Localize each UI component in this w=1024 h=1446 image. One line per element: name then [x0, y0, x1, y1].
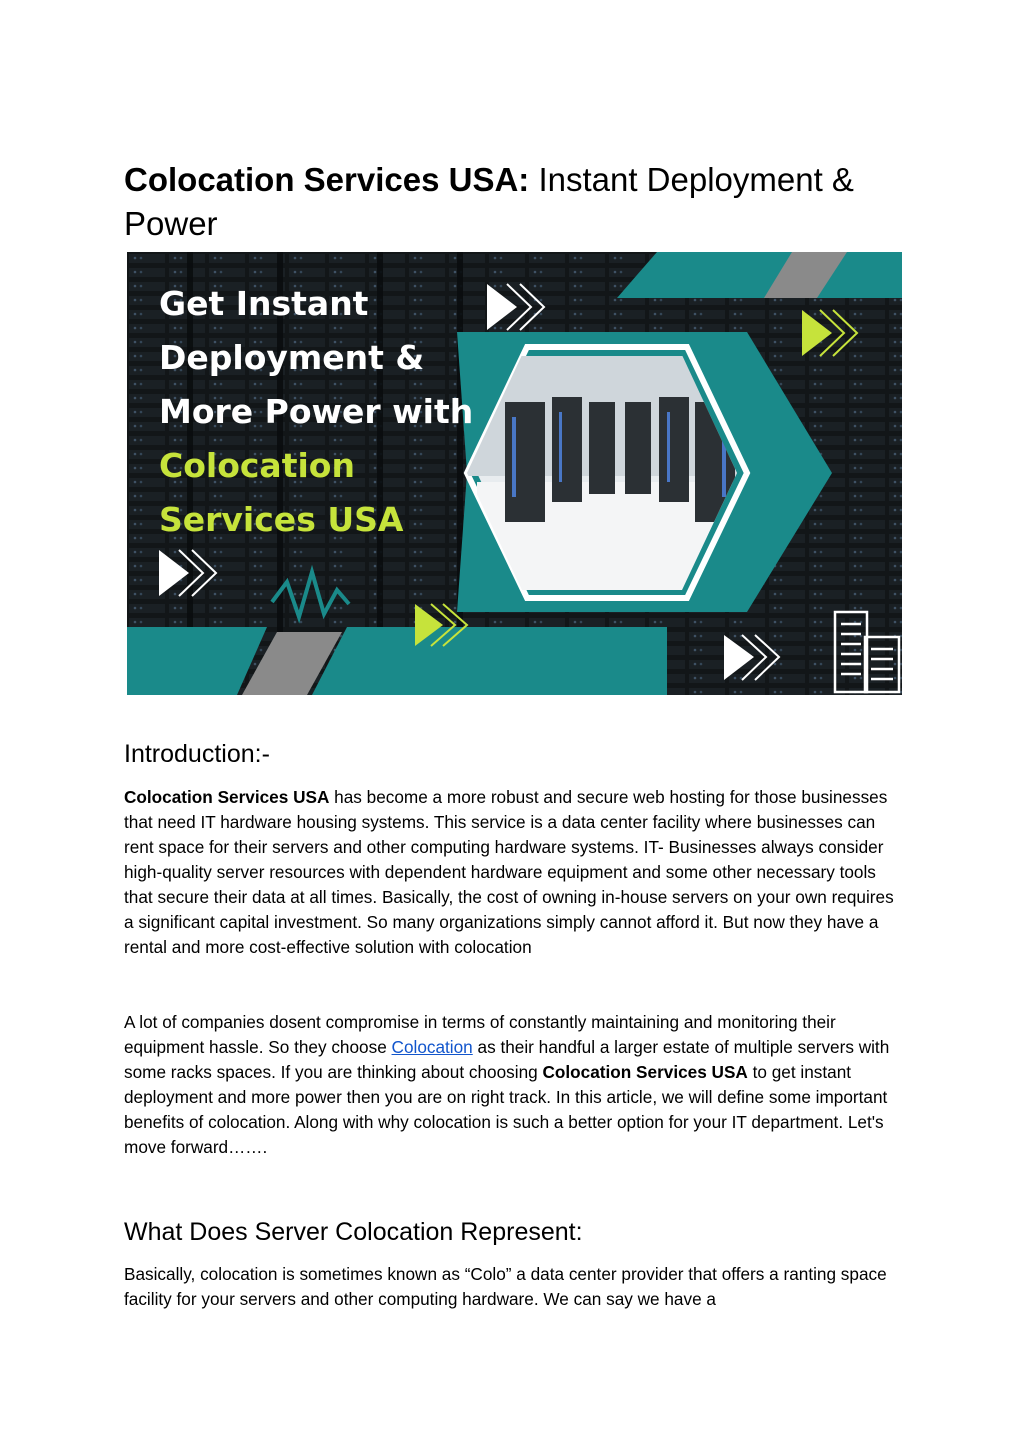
intro-p1-text: has become a more robust and secure web hosting for those businesses that need IT hardware housing systems. This service is a data center facility where businesses can rent space for their servers and other computing hardware systems. IT- Businesses always consider high-quality server resources with dependent hardware equipment and some other necessary tools that secure their data at all times. Basically, the cost of owning in-house servers on your own requires a significant capital investment. So many organizations simply cannot afford it. But now they have a rental and more cost-effective solution with colocation: [124, 787, 894, 957]
teal-shape-bottom: [312, 627, 667, 695]
banner-headline-line-4: Colocation: [159, 446, 355, 485]
colocation-link[interactable]: Colocation: [391, 1037, 473, 1057]
banner-headline-line-3: More Power with: [159, 392, 474, 431]
title-bold: Colocation Services USA:: [124, 161, 530, 198]
page-title: [124, 158, 914, 246]
intro-paragraph-1: [124, 785, 904, 960]
banner-image: [127, 252, 902, 695]
intro-p2-text-b: as their handful a larger estate of multiple servers with some racks spaces. If you are thinking about choosing: [124, 1037, 890, 1082]
banner-headline-line-2: Deployment &: [159, 338, 425, 377]
teal-shape-top: [617, 252, 902, 298]
intro-p2-bold-term: Colocation Services USA: [542, 1062, 748, 1082]
intro-paragraph-2: [124, 1010, 904, 1160]
title-rest: Instant Deployment & Power: [124, 161, 854, 242]
intro-p2-text-c: to get instant deployment and more power then you are on right track. In this article, we will define some important benefits of colocation. Along with why colocation is such a better option for your IT department. Let's move forward…….: [124, 1062, 888, 1157]
section2-heading: What Does Server Colocation Represent:: [124, 1218, 583, 1246]
intro-p2-text-a: A lot of companies dosent compromise in terms of constantly maintaining and monitoring their equipment hassle. So they choose: [124, 1012, 836, 1057]
banner-graphic: [127, 252, 902, 695]
section2-paragraph-1: Basically, colocation is sometimes known as “Colo” a data center provider that offers a ranting space facility for your servers and other computing hardware. We can say we have a: [124, 1264, 887, 1309]
introduction-heading: Introduction:-: [124, 740, 270, 768]
intro-bold-term: Colocation Services USA: [124, 787, 330, 807]
banner-headline-line-1: Get Instant: [159, 284, 369, 323]
banner-headline-line-5: Services USA: [159, 500, 404, 539]
